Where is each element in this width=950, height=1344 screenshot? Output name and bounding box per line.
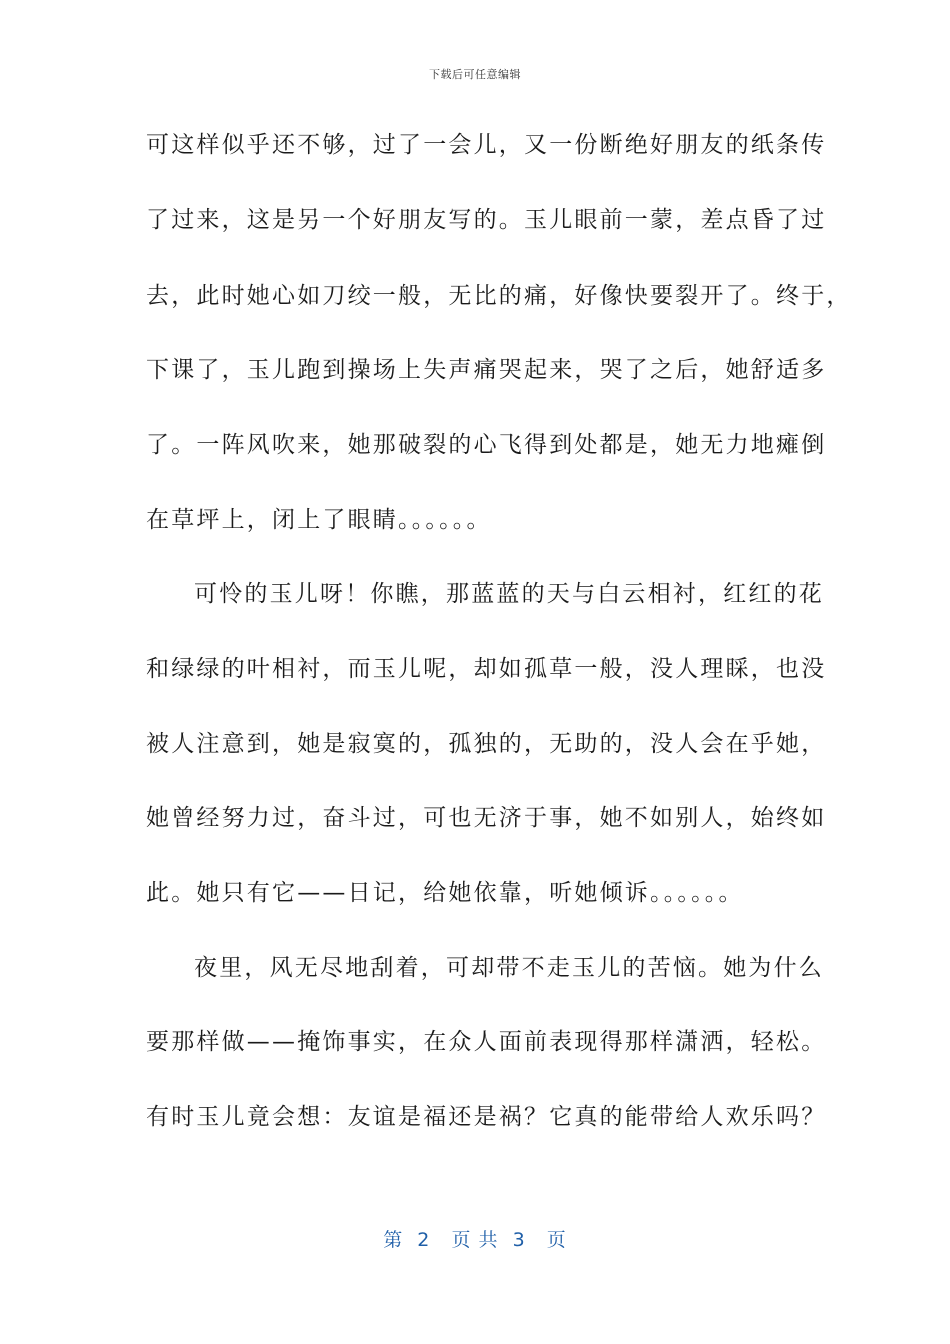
paragraph-3-line-2: 要那样做——掩饰事实，在众人面前表现得那样潇洒，轻松。: [146, 1029, 827, 1055]
page-number-footer: 第 2 页 共 3 页: [383, 1229, 567, 1251]
paragraph-1-line-3: 去，此时她心如刀绞一般，无比的痛，好像快要裂开了。终于，: [146, 283, 852, 309]
paragraph-1-line-1: 可这样似乎还不够，过了一会儿，又一份断绝好朋友的纸条传: [146, 132, 827, 158]
paragraph-3-line-1: 夜里，风无尽地刮着，可却带不走玉儿的苦恼。她为什么: [194, 955, 824, 981]
paragraph-2-line-1: 可怜的玉儿呀！你瞧，那蓝蓝的天与白云相衬，红红的花: [194, 581, 824, 607]
paragraph-2-line-2: 和绿绿的叶相衬，而玉儿呢，却如孤草一般，没人理睬，也没: [146, 656, 827, 682]
paragraph-2-line-4: 她曾经努力过，奋斗过，可也无济于事，她不如别人，始终如: [146, 805, 827, 831]
paragraph-3-line-3: 有时玉儿竟会想：友谊是福还是祸？它真的能带给人欢乐吗？: [146, 1104, 827, 1130]
paragraph-2-line-3: 被人注意到，她是寂寞的，孤独的，无助的，没人会在乎她，: [146, 731, 827, 757]
paragraph-1-line-4: 下课了，玉儿跑到操场上失声痛哭起来，哭了之后，她舒适多: [146, 357, 827, 383]
paragraph-1-line-2: 了过来，这是另一个好朋友写的。玉儿眼前一蒙，差点昏了过: [146, 207, 827, 233]
paragraph-1-line-5: 了。一阵风吹来，她那破裂的心飞得到处都是，她无力地瘫倒: [146, 432, 827, 458]
page-header: 下载后可任意编辑: [429, 68, 521, 81]
paragraph-2-line-5: 此。她只有它——日记，给她依靠，听她倾诉。。。。。。: [146, 880, 744, 906]
paragraph-1-line-6: 在草坪上，闭上了眼睛。。。。。。: [146, 507, 492, 533]
